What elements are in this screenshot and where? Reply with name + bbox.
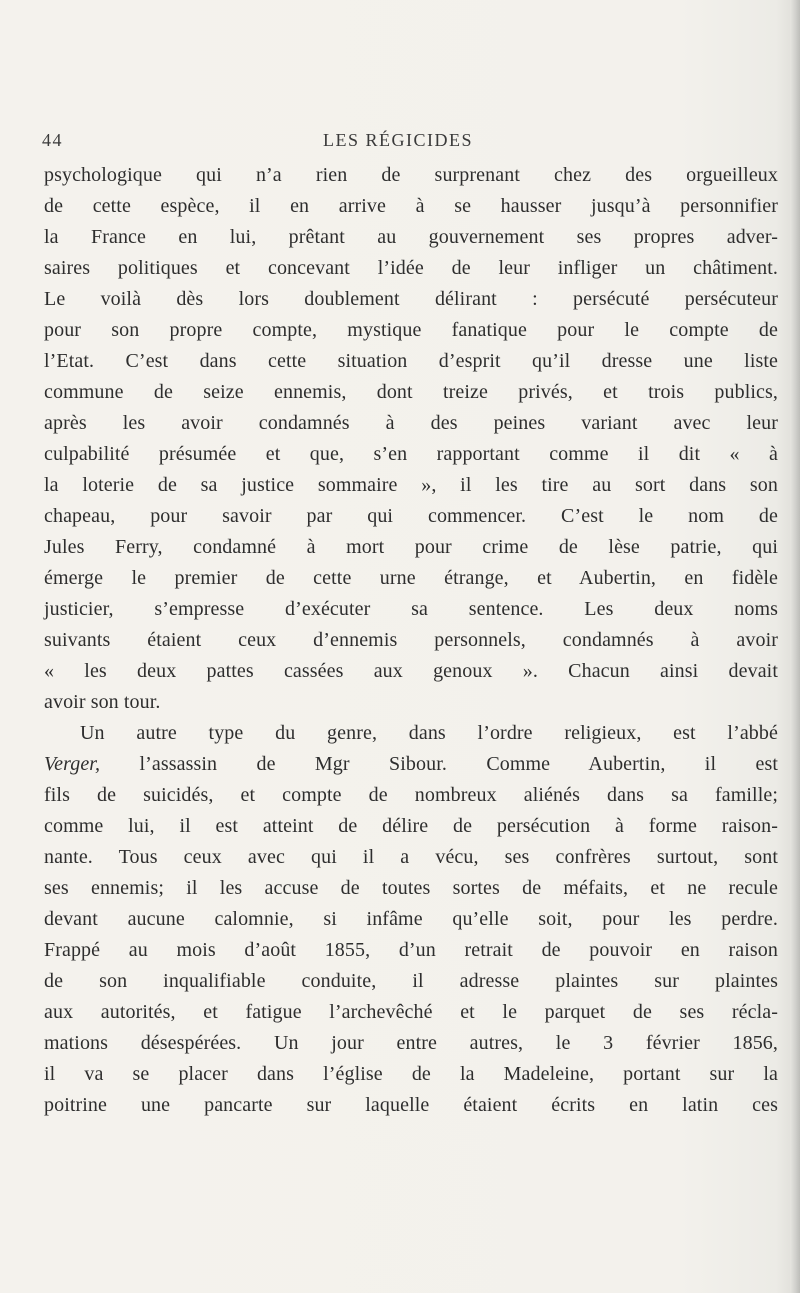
text-line: justicier, s’empresse d’exécuter sa sentence. Les deux noms bbox=[44, 598, 778, 620]
text-line-rest: l’assassin de Mgr Sibour. Comme Aubertin, il est bbox=[139, 753, 778, 775]
running-title: LES RÉGICIDES bbox=[323, 130, 473, 150]
text-line: commune de seize ennemis, dont treize privés, et trois publics, bbox=[44, 381, 778, 403]
text-line: de son inqualifiable conduite, il adresse plaintes sur plaintes bbox=[44, 970, 778, 992]
text-line: avoir son tour. bbox=[44, 691, 161, 713]
body-text bbox=[44, 160, 778, 1121]
text-line: aux autorités, et fatigue l’archevêché et le parquet de ses récla- bbox=[44, 1001, 778, 1023]
text-line: Un autre type du genre, dans l’ordre religieux, est l’abbé bbox=[80, 722, 778, 744]
text-line: la France en lui, prêtant au gouvernement ses propres adver- bbox=[44, 226, 778, 248]
text-line: Le voilà dès lors doublement délirant : persécuté persécuteur bbox=[44, 288, 778, 310]
text-line: suivants étaient ceux d’ennemis personnels, condamnés à avoir bbox=[44, 629, 778, 651]
page-edge bbox=[790, 0, 800, 1293]
text-line: il va se placer dans l’église de la Madeleine, portant sur la bbox=[44, 1063, 778, 1085]
text-line: « les deux pattes cassées aux genoux ». Chacun ainsi devait bbox=[44, 660, 778, 682]
text-line: culpabilité présumée et que, s’en rapportant comme il dit « à bbox=[44, 443, 778, 465]
text-line: émerge le premier de cette urne étrange, et Aubertin, en fidèle bbox=[44, 567, 778, 589]
text-line: la loterie de sa justice sommaire », il les tire au sort dans son bbox=[44, 474, 778, 496]
text-line: Frappé au mois d’août 1855, d’un retrait de pouvoir en raison bbox=[44, 939, 778, 961]
text-line: mations désespérées. Un jour entre autres, le 3 février 1856, bbox=[44, 1032, 778, 1054]
running-head bbox=[0, 130, 800, 154]
text-line: après les avoir condamnés à des peines variant avec leur bbox=[44, 412, 778, 434]
text-line: l’Etat. C’est dans cette situation d’esprit qu’il dresse une liste bbox=[44, 350, 778, 372]
text-line: fils de suicidés, et compte de nombreux aliénés dans sa famille; bbox=[44, 784, 778, 806]
italic-name: Verger, bbox=[44, 753, 101, 775]
text-line: chapeau, pour savoir par qui commencer. C’est le nom de bbox=[44, 505, 778, 527]
text-line: nante. Tous ceux avec qui il a vécu, ses confrères surtout, sont bbox=[44, 846, 778, 868]
text-line: poitrine une pancarte sur laquelle étaient écrits en latin ces bbox=[44, 1094, 778, 1116]
text-line bbox=[44, 749, 778, 780]
page-number: 44 bbox=[42, 130, 63, 150]
text-line: pour son propre compte, mystique fanatique pour le compte de bbox=[44, 319, 778, 341]
text-line: ses ennemis; il les accuse de toutes sortes de méfaits, et ne recule bbox=[44, 877, 778, 899]
text-line: comme lui, il est atteint de délire de persécution à forme raison- bbox=[44, 815, 778, 837]
text-line: de cette espèce, il en arrive à se hausser jusqu’à personnifier bbox=[44, 195, 778, 217]
text-line: saires politiques et concevant l’idée de leur infliger un châtiment. bbox=[44, 257, 778, 279]
text-line: devant aucune calomnie, si infâme qu’elle soit, pour les perdre. bbox=[44, 908, 778, 930]
text-line: psychologique qui n’a rien de surprenant chez des orgueilleux bbox=[44, 164, 778, 186]
text-line: Jules Ferry, condamné à mort pour crime de lèse patrie, qui bbox=[44, 536, 778, 558]
